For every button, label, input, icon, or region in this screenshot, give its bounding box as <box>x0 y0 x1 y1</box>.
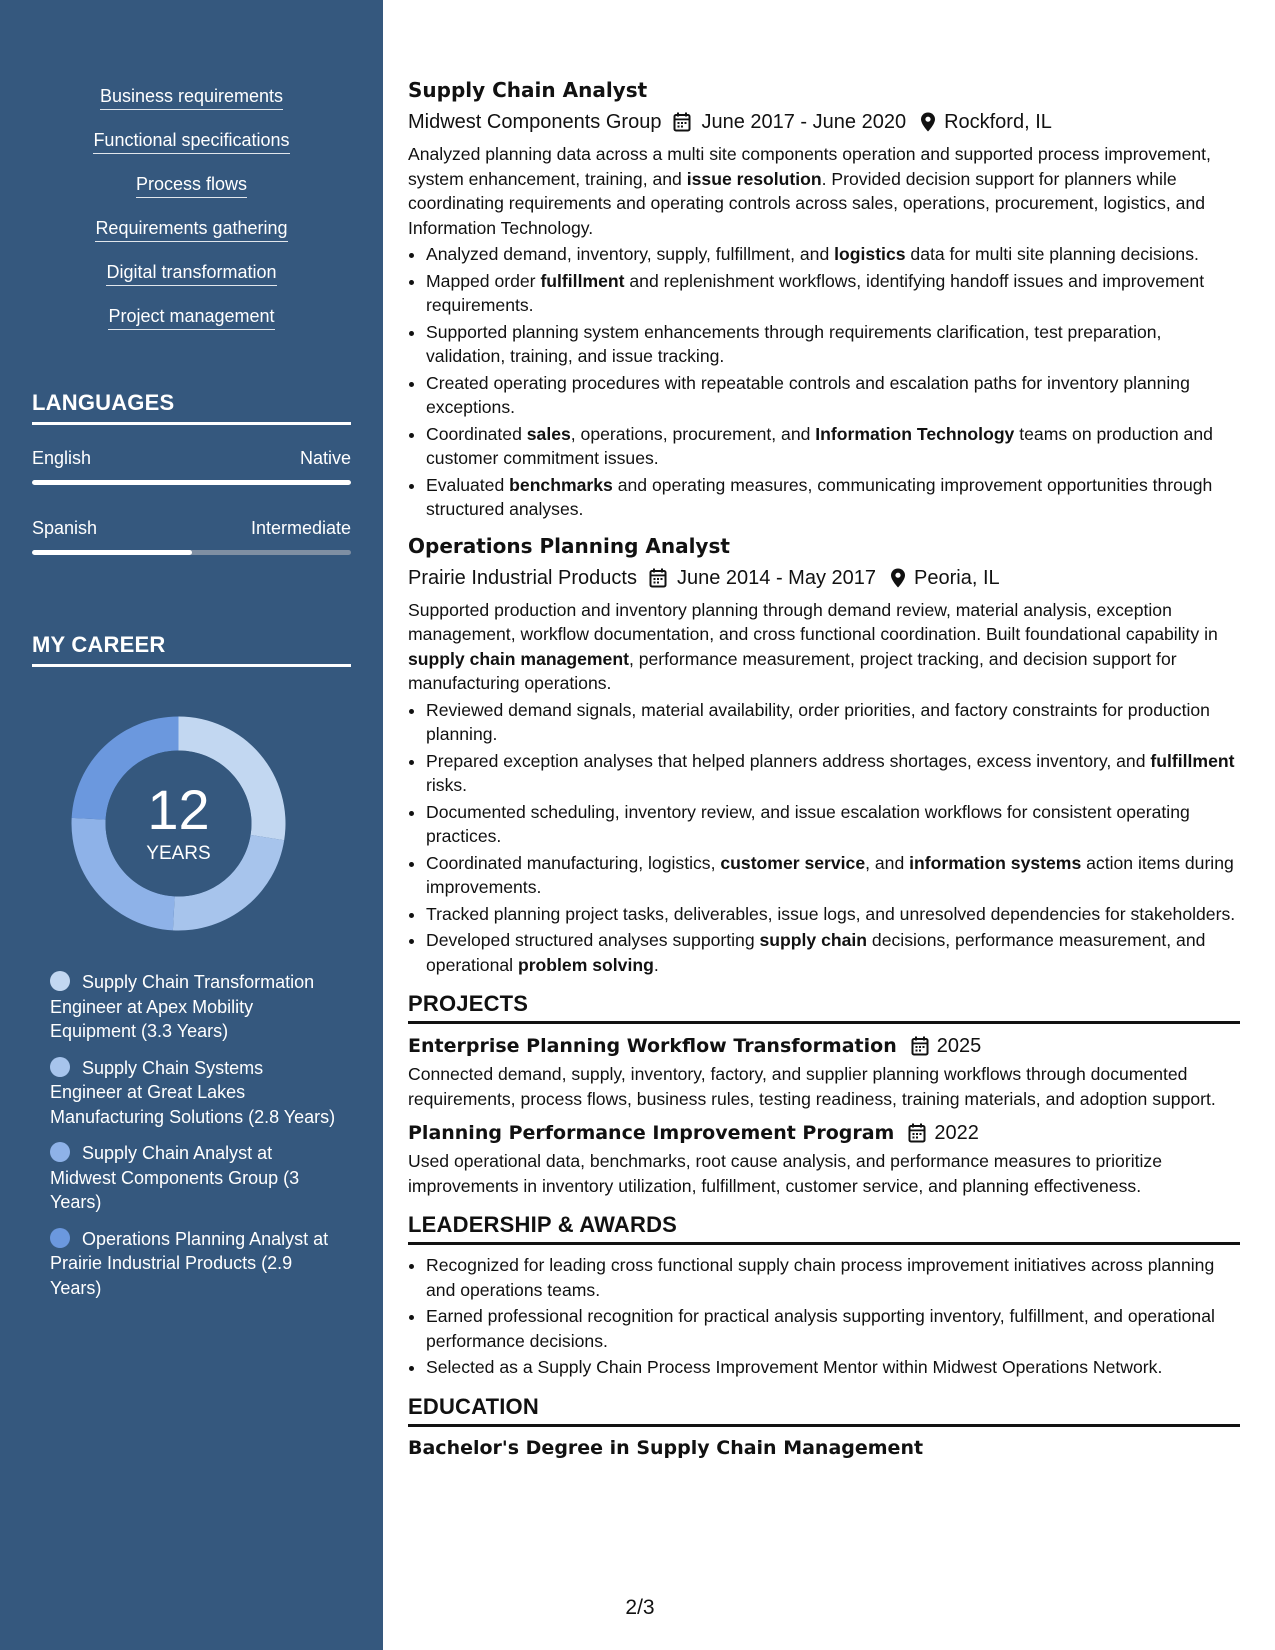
skill-item: Business requirements <box>100 84 283 110</box>
job-company: Midwest Components Group <box>408 111 662 133</box>
location-pin-icon <box>920 112 936 132</box>
legend-dot <box>50 1057 70 1077</box>
job-location: Rockford, IL <box>944 111 1052 133</box>
job-bullet: • Developed structured analyses supporting supply chain decisions, performance measurement, and operational problem solving. <box>426 928 1240 977</box>
career-list <box>50 970 340 1312</box>
skill-item: Project management <box>108 304 274 330</box>
job-dates: June 2017 - June 2020 <box>701 111 907 133</box>
main-content <box>408 76 1240 1459</box>
language-level: Native <box>299 448 351 468</box>
skill-item: Functional specifications <box>93 128 289 154</box>
job-summary: Analyzed planning data across a multi site components operation and supported process improvement, system enhancement, training, and issue resolution. Provided decision support for planners while coordinating requirements and operating controls across sales, operations, procurement, logistics, and Information Technology. <box>408 144 1211 238</box>
language-bar-english <box>32 480 351 485</box>
job-meta <box>408 564 1240 592</box>
projects-heading: PROJECTS <box>408 991 1240 1024</box>
career-total-label: YEARS <box>146 843 211 864</box>
project-description: Connected demand, supply, inventory, factory, and supplier planning workflows through documented requirements, process flows, business rules, testing readiness, training materials, and adoption support. <box>408 1064 1216 1109</box>
legend-dot <box>50 1142 70 1162</box>
career-item-text: Supply Chain Systems Engineer at Great Lakes Manufacturing Solutions (2.8 Years) <box>50 1057 336 1127</box>
legend-dot <box>50 971 70 991</box>
job-bullet: • Created operating procedures with repeatable controls and escalation paths for inventory planning exceptions. <box>426 371 1240 420</box>
language-name: English <box>32 448 92 468</box>
page-number: 2/3 <box>625 1596 655 1619</box>
language-bar-spanish <box>32 550 351 555</box>
career-total-years: 12 <box>147 778 210 841</box>
calendar-icon <box>649 568 667 588</box>
job-bullet: • Documented scheduling, inventory review, and issue escalation workflows for consistent operating practices. <box>426 800 1240 849</box>
career-item-text: Supply Chain Analyst at Midwest Components Group (3 Years) <box>50 1143 300 1212</box>
leadership-item: • Recognized for leading cross functional supply chain process improvement initiatives across planning and operations teams. <box>426 1253 1240 1302</box>
job-bullets <box>408 698 1240 978</box>
project-entry <box>408 1119 1240 1198</box>
job-bullet: • Mapped order fulfillment and replenishment workflows, identifying handoff issues and improvement requirements. <box>426 269 1240 318</box>
project-title-row <box>408 1032 1240 1060</box>
skill-item: Requirements gathering <box>95 216 287 242</box>
location-pin-icon <box>890 568 906 588</box>
calendar-icon <box>673 112 691 132</box>
sidebar <box>0 0 383 1650</box>
skill-item: Digital transformation <box>106 260 276 286</box>
language-bar-fill <box>32 480 351 485</box>
project-year: 2025 <box>936 1035 982 1057</box>
job-dates: June 2014 - May 2017 <box>676 566 877 589</box>
education-heading: EDUCATION <box>408 1394 1240 1427</box>
education-degree: Bachelor's Degree in Supply Chain Management <box>408 1436 924 1459</box>
leadership-item: • Selected as a Supply Chain Process Improvement Mentor within Midwest Operations Network. <box>426 1355 1240 1380</box>
job-entry <box>408 532 1240 978</box>
job-bullet: • Coordinated manufacturing, logistics, customer service, and information systems action items during improvements. <box>426 851 1240 900</box>
job-location: Peoria, IL <box>914 566 1000 589</box>
job-bullet: • Evaluated benchmarks and operating measures, communicating improvement opportunities through structured analyses. <box>426 473 1240 522</box>
job-bullet: • Reviewed demand signals, material availability, order priorities, and factory constraints for production planning. <box>426 698 1240 747</box>
leadership-item: • Earned professional recognition for practical analysis supporting inventory, fulfillment, and operational performance decisions. <box>426 1304 1240 1353</box>
project-title: Planning Performance Improvement Program <box>408 1122 895 1144</box>
calendar-icon <box>911 1036 929 1056</box>
project-title-row <box>408 1119 1240 1147</box>
project-entry <box>408 1032 1240 1111</box>
project-title: Enterprise Planning Workflow Transformation <box>408 1035 897 1057</box>
language-level: Intermediate <box>250 518 351 538</box>
skill-item: Process flows <box>136 172 247 198</box>
career-item <box>50 970 340 1044</box>
job-title: Supply Chain Analyst <box>408 78 648 102</box>
language-bar-fill <box>32 550 192 555</box>
job-title: Operations Planning Analyst <box>408 533 730 558</box>
job-bullets <box>408 242 1240 522</box>
career-item <box>50 1227 340 1301</box>
skills-list <box>0 84 383 348</box>
calendar-icon <box>908 1123 926 1143</box>
job-bullet: • Tracked planning project tasks, deliverables, issue logs, and unresolved dependencies for stakeholders. <box>426 902 1240 927</box>
job-company: Prairie Industrial Products <box>408 566 637 589</box>
language-name: Spanish <box>32 518 98 538</box>
language-row-spanish <box>32 518 351 539</box>
job-summary: Supported production and inventory planning through demand review, material analysis, exception management, workflow documentation, and cross functional coordination. Built foundational capability in supply chain management, performance measurement, project tracking, and decision support for manufacturing operations. <box>408 599 1218 693</box>
job-entry <box>408 76 1240 522</box>
leadership-heading: LEADERSHIP & AWARDS <box>408 1212 1240 1245</box>
career-item-text: Supply Chain Transformation Engineer at Apex Mobility Equipment (3.3 Years) <box>50 972 315 1041</box>
career-item-text: Operations Planning Analyst at Prairie Industrial Products (2.9 Years) <box>50 1228 329 1298</box>
project-year: 2022 <box>934 1122 979 1144</box>
language-row-english <box>32 448 351 469</box>
project-description: Used operational data, benchmarks, root cause analysis, and performance measures to prioritize improvements in inventory utilization, fulfillment, customer service, and planning effectiveness. <box>408 1151 1162 1196</box>
languages-heading: LANGUAGES <box>32 390 351 425</box>
job-bullet: • Analyzed demand, inventory, supply, fulfillment, and logistics data for multi site planning decisions. <box>426 242 1240 267</box>
job-meta <box>408 108 1240 136</box>
career-item <box>50 1056 340 1130</box>
legend-dot <box>50 1228 70 1248</box>
career-item <box>50 1141 340 1215</box>
job-bullet: • Supported planning system enhancements through requirements clarification, test preparation, validation, training, and issue tracking. <box>426 320 1240 369</box>
career-heading: MY CAREER <box>32 632 351 667</box>
job-bullet: • Prepared exception analyses that helped planners address shortages, excess inventory, and fulfillment risks. <box>426 749 1240 798</box>
job-bullet: • Coordinated sales, operations, procurement, and Information Technology teams on production and customer commitment issues. <box>426 422 1240 471</box>
leadership-list <box>408 1253 1240 1380</box>
